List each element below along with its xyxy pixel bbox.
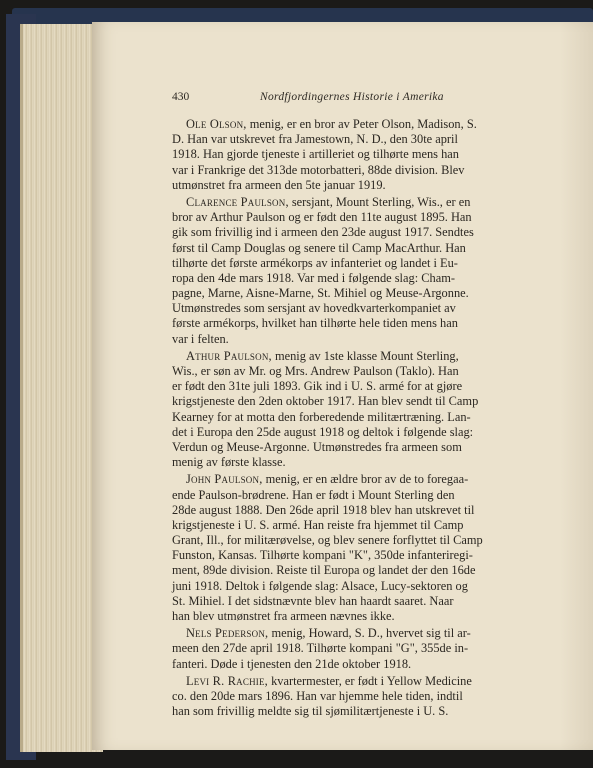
- entry-text: menig, er en ældre bror av de to foregaa-: [262, 472, 469, 487]
- entry-paragraph: [172, 472, 520, 624]
- text-line: pagne, Marne, Aisne-Marne, St. Mihiel og Meuse-Argonne.: [172, 286, 469, 301]
- text-line: 28de august 1888. Den 26de april 1918 blev han utskrevet til: [172, 502, 475, 517]
- text-line: fanteri. Døde i tjenesten den 21de oktober 1918.: [172, 656, 412, 671]
- entry-text: menig, Howard, S. D., hvervet sig til ar-: [268, 626, 471, 641]
- text-line: St. Mihiel. I det sidstnævnte blev han haardt saaret. Naar: [172, 593, 454, 608]
- text-line: co. den 20de mars 1896. Han var hjemme hele tiden, indtil: [172, 688, 463, 703]
- text-line: gik som frivillig ind i armeen den 23de august 1917. Sendtes: [172, 225, 474, 240]
- text-line: er født den 31te juli 1893. Gik ind i U. S. armé for at gjøre: [172, 379, 463, 394]
- text-line: [172, 195, 520, 210]
- entry-name: Ole Olson,: [186, 117, 247, 131]
- entry-name: Clarence Paulson,: [186, 194, 289, 209]
- text-line: bror av Arthur Paulson og er født den 11te august 1895. Han: [172, 210, 472, 225]
- text-line: tilhørte det første armékorps av infanteriet og landet i Eu-: [172, 255, 458, 270]
- text-line: Verdun og Meuse-Argonne. Utmønstredes fra armeen som: [172, 439, 462, 454]
- text-line: ropa den 4de mars 1918. Var med i følgende slag: Cham-: [172, 270, 455, 285]
- entry-text: sersjant, Mount Sterling, Wis., er en: [288, 194, 471, 209]
- text-line: menig av første klasse.: [172, 455, 286, 470]
- text-line: [172, 472, 520, 487]
- text-line: krigstjeneste i U. S. armé. Han reiste fra hjemmet til Camp: [172, 517, 464, 532]
- text-line: ment, 89de division. Reiste til Europa og landet der den 16de: [172, 563, 476, 578]
- text-line: først til Camp Douglas og senere til Camp MacArthur. Han: [172, 240, 466, 255]
- entry-text: kvartermester, er født i Yellow Medicine: [267, 673, 472, 688]
- running-title: Nordfjordingernes Historie i Amerika: [260, 91, 444, 103]
- entry-paragraph: [172, 349, 520, 471]
- text-line: utmønstret fra armeen den 5te januar 1919.: [172, 177, 386, 192]
- text-line: [172, 349, 520, 364]
- text-line: juni 1918. Deltok i følgende slag: Alsace, Lucy-sektoren og: [172, 578, 468, 593]
- body-text: [172, 117, 520, 719]
- entry-text: menig av 1ste klasse Mount Sterling,: [271, 348, 459, 363]
- text-line: Utmønstredes som sersjant av hovedkvarterkompaniet av: [172, 301, 456, 316]
- text-line: var i Frankrige det 313de motorbatteri, 88de division. Blev: [172, 162, 465, 177]
- text-line: han som frivillig meldte sig til sjømilitærtjeneste i U. S.: [172, 704, 449, 719]
- text-line: ende Paulson-brødrene. Han er født i Mount Sterling den: [172, 487, 455, 502]
- entry-name: Nels Pederson,: [186, 626, 269, 641]
- entry-paragraph: [172, 674, 520, 720]
- entry-name: Levi R. Rachie,: [186, 673, 268, 688]
- entry-name: Athur Paulson,: [186, 348, 272, 363]
- text-line: Funston, Kansas. Tilhørte kompani "K", 350de infanteriregi-: [172, 548, 473, 563]
- text-line: meen den 27de april 1918. Tilhørte kompani "G", 355de in-: [172, 641, 469, 656]
- text-line: var i felten.: [172, 331, 229, 346]
- text-line: D. Han var utskrevet fra Jamestown, N. D., den 30te april: [172, 132, 458, 147]
- running-header: [172, 91, 520, 107]
- text-line: 1918. Han gjorde tjeneste i artilleriet og tilhørte mens han: [172, 147, 459, 162]
- text-line: krigstjeneste den 2den oktober 1917. Han blev sendt til Camp: [172, 394, 479, 409]
- page-edges: [20, 24, 103, 752]
- text-line: Grant, Ill., for militærøvelse, og blev senere forflyttet til Camp: [172, 533, 483, 548]
- page-shadow: [560, 22, 593, 750]
- text-line: Kearney for at motta den forberedende militærtræning. Lan-: [172, 409, 471, 424]
- text-line: det i Europa den 25de august 1918 og deltok i følgende slag:: [172, 424, 474, 439]
- text-line: [172, 674, 520, 689]
- entry-name: John Paulson,: [186, 472, 263, 487]
- text-line: [172, 117, 520, 132]
- text-line: han blev utmønstret fra armeen nævnes ikke.: [172, 609, 395, 623]
- page-number: 430: [172, 91, 190, 103]
- entry-paragraph: [172, 117, 520, 193]
- text-line: Wis., er søn av Mr. og Mrs. Andrew Paulson (Taklo). Han: [172, 364, 459, 378]
- text-line: første armékorps, hvilket han tilhørte hele tiden mens han: [172, 316, 458, 331]
- entry-paragraph: [172, 195, 520, 347]
- text-line: [172, 626, 520, 641]
- entry-text: menig, er en bror av Peter Olson, Madison, S.: [246, 117, 477, 131]
- entry-paragraph: [172, 626, 520, 672]
